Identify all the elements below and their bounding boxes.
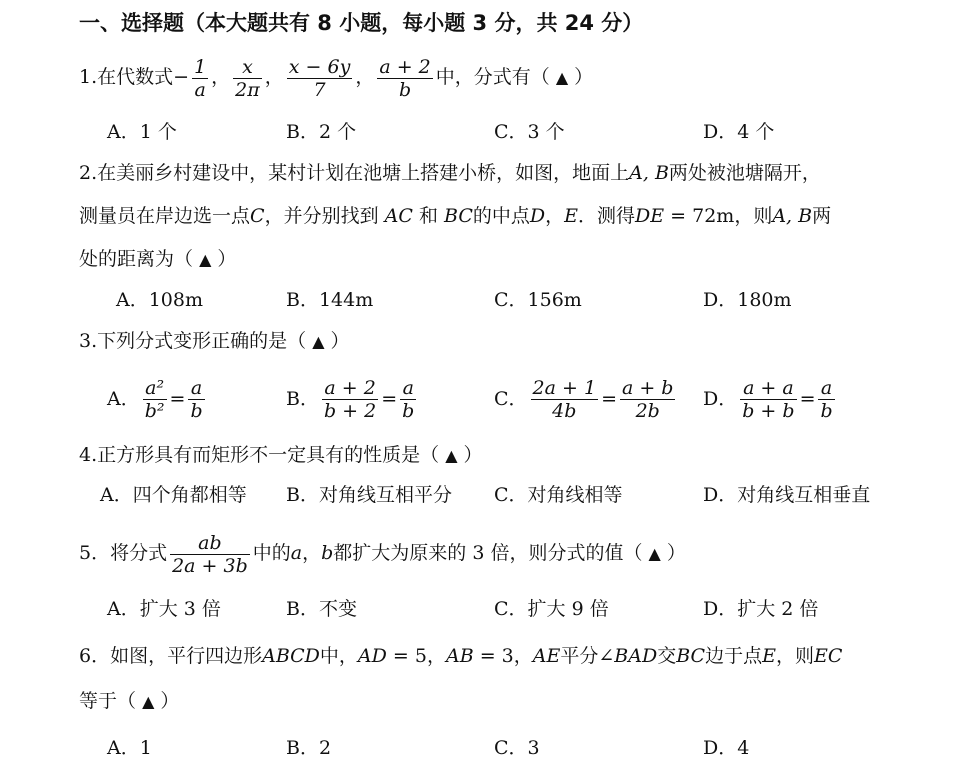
q3-option-b[interactable] <box>286 368 419 429</box>
q3-d-right <box>818 377 834 422</box>
q1-f4-numerator: a + 2 <box>379 55 431 78</box>
q3-b-eq: = <box>381 388 398 410</box>
q6-ab-val: = 3， <box>473 645 533 667</box>
q3-b-right-num: a <box>402 376 414 399</box>
question-2-line-1 <box>79 160 821 186</box>
answer-triangle-icon: ▲ <box>142 692 155 711</box>
q3-d-left-num: a + a <box>743 376 794 399</box>
q2-var-ab-2: A, B <box>772 205 813 227</box>
q5-var-a: a <box>290 542 303 564</box>
q6-var-ad: AD <box>357 645 387 667</box>
q5-var-b: b <box>321 542 334 564</box>
q3-b-right-den: b <box>402 399 415 422</box>
q5-numerator: ab <box>198 531 222 554</box>
question-6-line-1 <box>79 643 842 669</box>
q2-text-mid: 的中点 <box>472 205 530 227</box>
q6-var-bc: BC <box>676 645 706 667</box>
q5-comma: ， <box>302 542 322 564</box>
q5-close-paren: ） <box>666 542 686 564</box>
q3-c-eq: = <box>601 388 617 410</box>
q1-f1-numerator: 1 <box>194 55 207 78</box>
q5-fraction <box>170 532 250 577</box>
q3-a-right <box>188 377 204 422</box>
q3-c-left-num: 2a + 1 <box>532 376 597 399</box>
question-5 <box>79 527 686 580</box>
answer-triangle-icon: ▲ <box>312 332 325 351</box>
q3-b-label: B． <box>286 388 319 410</box>
q5-denominator: 2a + 3b <box>172 554 248 577</box>
q4-option-a[interactable]: A．四个角都相等 <box>100 484 247 506</box>
q2-option-a[interactable]: A．108m <box>116 289 204 311</box>
q3-a-left-num: a² <box>145 376 165 399</box>
q1-close-paren: ） <box>574 66 594 88</box>
q6-close-paren: ） <box>160 690 180 712</box>
q6-prefix: 6．如图，平行四边形 <box>79 645 263 667</box>
q2-text-eq: = 72m，则 <box>664 205 773 227</box>
q5-option-c[interactable]: C．扩大 9 倍 <box>494 598 609 620</box>
q6-line2: 等于（ <box>79 690 137 712</box>
q3-option-c[interactable] <box>494 368 678 429</box>
q2-comma: ， <box>545 205 565 227</box>
q3-a-label: A． <box>107 388 140 410</box>
q3-c-label: C． <box>494 388 528 410</box>
q6-var-ae: AE <box>532 645 561 667</box>
q6-edge: 边于点 <box>705 645 763 667</box>
q6-var-ab: AB <box>445 645 474 667</box>
question-2-line-2 <box>79 203 831 229</box>
q1-fraction-3 <box>287 56 353 101</box>
q3-c-right-num: a + b <box>621 376 674 399</box>
question-6-line-2 <box>79 688 179 715</box>
q2-option-b[interactable]: B．144m <box>286 289 374 311</box>
q3-d-right-den: b <box>820 399 833 422</box>
q2-text-5: 处的距离为（ <box>79 248 194 270</box>
q2-close-paren: ） <box>217 248 237 270</box>
q3-c-left <box>531 377 599 422</box>
q3-a-left <box>143 377 167 422</box>
section-heading: 一、选择题（本大题共有 8 小题，每小题 3 分，共 24 分） <box>79 11 644 35</box>
q2-text-1: 2.在美丽乡村建设中，某村计划在池塘上搭建小桥，如图，地面上 <box>79 162 630 184</box>
q1-fraction-2 <box>233 56 262 101</box>
q1-sep-2: ， <box>264 66 284 88</box>
answer-triangle-icon: ▲ <box>199 250 212 269</box>
question-4 <box>79 442 483 469</box>
q1-option-b[interactable]: B．2 个 <box>286 121 357 143</box>
answer-triangle-icon: ▲ <box>555 68 569 87</box>
q5-option-a[interactable]: A．扩大 3 倍 <box>107 598 221 620</box>
q1-option-a[interactable]: A．1 个 <box>107 121 177 143</box>
q3-d-left <box>740 377 796 422</box>
q6-option-a[interactable]: A．1 <box>107 737 152 759</box>
q6-var-bad: BAD <box>614 645 658 667</box>
q3-option-d[interactable] <box>703 368 838 429</box>
q2-var-d: D <box>529 205 546 227</box>
q4-option-d[interactable]: D．对角线互相垂直 <box>703 484 871 506</box>
q1-f3-numerator: x − 6y <box>288 55 351 78</box>
q3-c-right <box>620 377 676 422</box>
q5-option-d[interactable]: D．扩大 2 倍 <box>703 598 819 620</box>
q6-bisect: 平分∠ <box>560 645 615 667</box>
q1-fraction-1 <box>192 56 208 101</box>
q6-option-b[interactable]: B．2 <box>286 737 332 759</box>
q2-text-3: 测量员在岸边选一点 <box>79 205 251 227</box>
q2-var-ac: AC <box>384 205 413 227</box>
q3-b-right <box>400 377 416 422</box>
q5-prefix: 5．将分式 <box>79 542 168 564</box>
q2-var-c: C <box>250 205 265 227</box>
answer-triangle-icon: ▲ <box>445 446 458 465</box>
q3-d-right-num: a <box>820 376 833 399</box>
q2-var-de: DE <box>635 205 665 227</box>
q1-fraction-4 <box>377 56 432 101</box>
q3-a-eq: = <box>169 388 186 410</box>
q5-mid: 中的 <box>252 542 291 564</box>
q2-option-c[interactable]: C．156m <box>494 289 582 311</box>
q2-text-measure: ．测得 <box>578 205 636 227</box>
q1-suffix: 中，分式有（ <box>435 66 550 88</box>
q2-text-2: 两处被池塘隔开， <box>668 162 821 184</box>
q3-option-a[interactable] <box>107 368 208 429</box>
q2-option-d[interactable]: D．180m <box>703 289 792 311</box>
q3-d-eq: = <box>799 388 816 410</box>
q3-b-left-num: a + 2 <box>324 376 376 399</box>
answer-triangle-icon: ▲ <box>648 544 661 563</box>
q3-a-left-den: b² <box>144 399 165 422</box>
q6-var-e: E <box>762 645 776 667</box>
q6-ad-val: = 5， <box>386 645 446 667</box>
q3-stem: 3.下列分式变形正确的是（ <box>79 330 307 352</box>
q6-var-abcd: ABCD <box>262 645 320 667</box>
q4-option-b[interactable]: B．对角线互相平分 <box>286 484 452 506</box>
q5-option-b[interactable]: B．不变 <box>286 598 357 620</box>
q3-c-right-den: 2b <box>635 399 660 422</box>
question-2-line-3 <box>79 246 236 273</box>
q1-sep-1: ， <box>211 66 231 88</box>
q6-option-d[interactable]: D．4 <box>703 737 750 759</box>
q6-var-ec: EC <box>813 645 843 667</box>
q6-in: 中， <box>319 645 358 667</box>
q1-f2-numerator: x <box>242 55 253 78</box>
q3-d-left-den: b + b <box>742 399 795 422</box>
q1-prefix: 1.在代数式 <box>79 66 174 88</box>
q3-close-paren: ） <box>330 330 350 352</box>
q3-d-label: D． <box>703 388 738 410</box>
q1-option-d[interactable]: D．4 个 <box>703 121 775 143</box>
q2-var-ab: A, B <box>629 162 669 184</box>
q1-minus: − <box>173 66 190 88</box>
q1-f3-denominator: 7 <box>313 78 326 101</box>
q4-stem: 4.正方形具有而矩形不一定具有的性质是（ <box>79 444 440 466</box>
q1-option-c[interactable]: C．3 个 <box>494 121 565 143</box>
q4-close-paren: ） <box>463 444 483 466</box>
q6-cross: 交 <box>657 645 677 667</box>
q2-text-end: 两 <box>812 205 832 227</box>
q4-option-c[interactable]: C．对角线相等 <box>494 484 623 506</box>
q5-suffix: 都扩大为原来的 3 倍，则分式的值（ <box>333 542 643 564</box>
q2-var-e: E <box>564 205 578 227</box>
q3-a-right-den: b <box>190 399 203 422</box>
q2-var-bc: BC <box>444 205 473 227</box>
q3-a-right-num: a <box>190 376 203 399</box>
q1-f1-denominator: a <box>194 78 206 101</box>
q6-option-c[interactable]: C．3 <box>494 737 540 759</box>
q3-b-left-den: b + 2 <box>323 399 377 422</box>
q6-then: ，则 <box>775 645 814 667</box>
q3-c-left-den: 4b <box>552 399 577 422</box>
q1-f4-denominator: b <box>398 78 412 101</box>
q2-text-4: ，并分别找到 <box>264 205 379 227</box>
question-3 <box>79 328 350 355</box>
q1-f2-denominator: 2π <box>235 78 260 101</box>
question-1 <box>79 52 593 103</box>
q1-sep-3: ， <box>355 66 375 88</box>
q3-b-left <box>322 377 378 422</box>
q2-text-and: 和 <box>418 205 438 227</box>
